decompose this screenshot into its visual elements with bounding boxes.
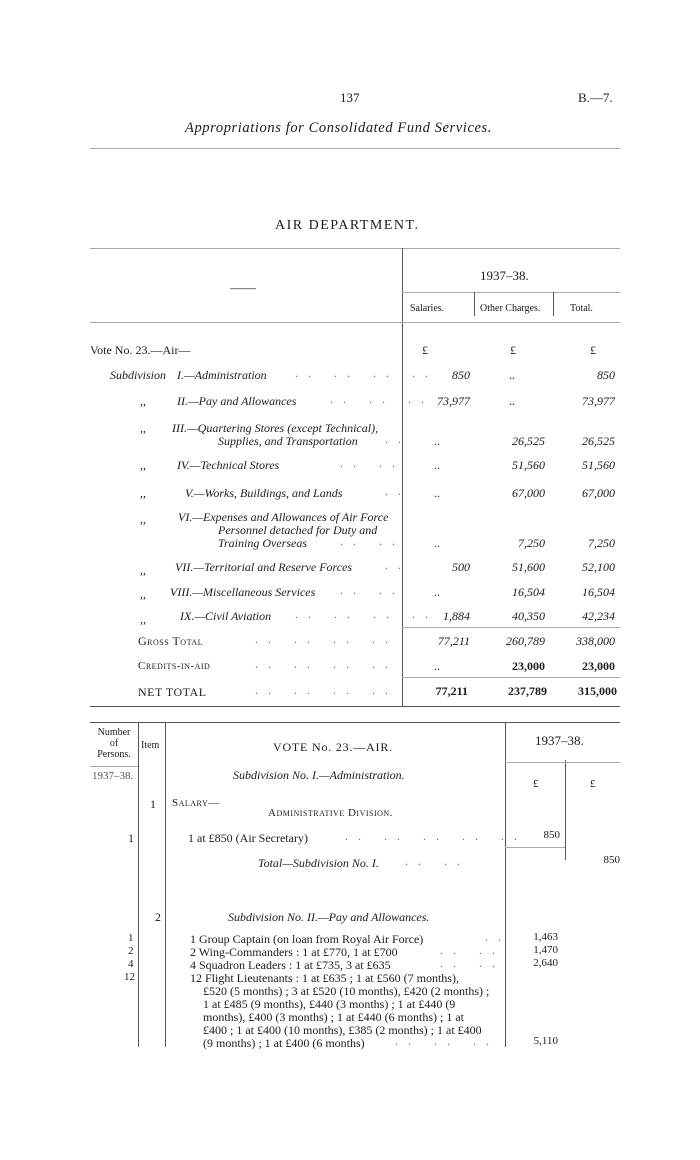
ditto-mark: ,,	[140, 563, 146, 577]
line-item-amount: 5,110	[533, 1035, 558, 1047]
column-head-number: Number	[97, 727, 131, 738]
summary-row-other: 7,250	[518, 536, 545, 550]
line-item-continuation: months), £400 (3 months) ; 1 at £440 (6 months) ; 1 at	[203, 1010, 464, 1024]
line-item-continuation: £400 ; 1 at £400 (10 months), £385 (2 months) ; 1 at £400	[203, 1023, 482, 1037]
leader-dots: ..	[385, 558, 411, 572]
ditto-mark: ,,	[140, 587, 146, 601]
summary-row-total: 42,234	[582, 609, 615, 623]
summary-row-salaries: ..	[434, 486, 440, 500]
currency-other: £	[510, 343, 516, 357]
ditto-mark: ,,	[140, 612, 146, 626]
net-total-other: 237,789	[508, 684, 547, 698]
subdivision-total-amount: 850	[603, 854, 620, 866]
leader-dots: .. .. .. ..	[295, 607, 438, 621]
net-total-total: 315,000	[578, 684, 617, 698]
summary-head-divider-1	[474, 292, 475, 316]
persons-count: 1	[128, 932, 134, 944]
page-number: 137	[340, 90, 360, 105]
leader-dots: .. .. .. ..	[255, 632, 398, 646]
leader-dots: .. ..	[340, 456, 405, 470]
summary-dash: ——	[230, 280, 256, 295]
persons-count: 2	[128, 945, 134, 957]
summary-row-label: II.—Pay and Allowances	[177, 394, 297, 408]
line-item-continuation: £520 (5 months) ; 3 at £520 (10 months), £420 (2 months) ;	[203, 984, 490, 998]
gross-total-salaries: 77,211	[437, 634, 470, 648]
summary-row-salaries: 500	[452, 560, 470, 574]
persons-year: 1937–38.	[92, 770, 134, 782]
summary-row-total: 26,525	[582, 434, 615, 448]
column-header-salaries: Salaries.	[410, 303, 445, 314]
summary-row-other: 51,600	[512, 560, 545, 574]
gross-total-label: Gross Total	[138, 634, 203, 648]
summary-row-total: 52,100	[582, 560, 615, 574]
gross-total-other: 260,789	[506, 634, 545, 648]
net-total-salaries: 77,211	[435, 684, 468, 698]
summary-year-rule	[402, 292, 620, 293]
estimate-top-rule	[90, 722, 620, 723]
summary-row-other: 51,560	[512, 458, 545, 472]
summary-row-other: 40,350	[512, 609, 545, 623]
line-item-amount: 1,470	[533, 944, 558, 956]
summary-row-total: 850	[597, 368, 615, 382]
leader-dots: .. ..	[440, 943, 505, 957]
summary-row-label: IX.—Civil Aviation	[180, 609, 272, 623]
summary-vote-label: Vote No. 23.—Air—	[90, 343, 191, 357]
leader-dots: .. .. .. ..	[295, 366, 438, 380]
persons-column-divider	[138, 722, 139, 1047]
ditto-mark: ,,	[140, 512, 146, 526]
leader-dots: .. .. .. ..	[255, 683, 398, 697]
credits-in-aid-total: 23,000	[582, 659, 615, 673]
ditto-mark: ,,	[140, 421, 146, 435]
credits-in-aid-label: Credits-in-aid	[138, 660, 211, 672]
leader-dots: .. .. ..	[395, 1034, 499, 1048]
ditto-mark: ,,	[140, 458, 146, 472]
summary-row-total: 73,977	[582, 394, 615, 408]
currency-total: £	[590, 343, 596, 357]
summary-row-label: V.—Works, Buildings, and Lands	[185, 486, 343, 500]
leader-dots: ..	[385, 484, 411, 498]
summary-row-salaries: ..	[434, 585, 440, 599]
leader-dots: ..	[485, 930, 511, 944]
line-item-amount: 1,463	[533, 931, 558, 943]
salary-line: 1 at £850 (Air Secretary)	[188, 831, 308, 845]
amount-column-divider	[505, 722, 506, 1047]
item-column-divider	[165, 722, 166, 1047]
currency-left: £	[533, 778, 539, 790]
line-item-continuation: 1 at £485 (9 months), £440 (3 months) ; 1 at £440 (9	[203, 997, 456, 1011]
summary-head-divider-2	[553, 292, 554, 316]
column-header-other-charges: Other Charges.	[480, 303, 541, 314]
summary-row-salaries: 1,884	[443, 609, 470, 623]
estimate-year: 1937–38.	[535, 733, 584, 748]
ditto-mark: ,,	[140, 394, 146, 408]
summary-row-label: VII.—Territorial and Reserve Forces	[175, 560, 353, 574]
vote-title: VOTE No. 23.—AIR.	[273, 740, 393, 754]
item-number: 2	[155, 910, 161, 924]
gross-total-total: 338,000	[576, 634, 615, 648]
summary-row-total: 16,504	[582, 585, 615, 599]
salary-amount: 850	[543, 829, 560, 841]
summary-row-other: 26,525	[512, 434, 545, 448]
credits-in-aid-salaries: ..	[434, 659, 440, 673]
header-rule	[90, 148, 620, 149]
running-title: Appropriations for Consolidated Fund Services.	[185, 120, 492, 136]
credits-in-aid-other: 23,000	[512, 659, 545, 673]
summary-row-label: IV.—Technical Stores	[177, 458, 280, 472]
summary-top-rule	[90, 248, 620, 249]
summary-row-other: ..	[509, 394, 515, 408]
line-item-text: 12 Flight Lieutenants : 1 at £635 ; 1 at £560 (7 months),	[190, 971, 459, 985]
column-head-of: of	[109, 738, 119, 749]
summary-row-label: VIII.—Miscellaneous Services	[170, 585, 316, 599]
summary-row-salaries: ..	[434, 536, 440, 550]
subdivision-prefix: Subdivision	[110, 368, 166, 382]
department-title: AIR DEPARTMENT.	[275, 218, 420, 233]
amount-head-rule	[505, 762, 620, 763]
summary-row-other: ..	[509, 368, 515, 382]
line-item-text: 2 Wing-Commanders : 1 at £770, 1 at £700	[190, 945, 398, 959]
net-rule	[402, 677, 620, 678]
summary-row-total: 67,000	[582, 486, 615, 500]
summary-row-salaries: 73,977	[437, 394, 470, 408]
net-total-label: NET TOTAL	[138, 685, 207, 699]
leader-dots: .. ..	[340, 534, 405, 548]
summary-row-label-cont: Supplies, and Transportation	[218, 434, 358, 448]
subtotal-rule	[402, 627, 620, 628]
summary-year: 1937–38.	[480, 268, 529, 283]
currency-salaries: £	[422, 343, 428, 357]
line-item-text: 4 Squadron Leaders : 1 at £735, 3 at £635	[190, 958, 391, 972]
summary-row-salaries: ..	[434, 434, 440, 448]
summary-row-label: III.—Quartering Stores (except Technical),	[172, 421, 379, 435]
persons-head-rule	[90, 766, 138, 767]
summary-row-label-cont: Personnel detached for Duty and	[218, 523, 378, 537]
line-item-continuation: (9 months) ; 1 at £400 (6 months)	[203, 1036, 365, 1050]
summary-column-divider	[402, 248, 403, 706]
leader-dots: .. ..	[340, 583, 405, 597]
ditto-mark: ,,	[140, 486, 146, 500]
summary-row-label-cont: Training Overseas	[218, 536, 308, 550]
leader-dots: .. .. .. ..	[255, 657, 398, 671]
summary-row-salaries: ..	[434, 458, 440, 472]
summary-row-label: VI.—Expenses and Allowances of Air Force	[178, 510, 389, 524]
persons-count: 4	[128, 958, 134, 970]
currency-right: £	[590, 778, 596, 790]
persons-count: 1	[128, 831, 134, 845]
column-header-total: Total.	[570, 303, 593, 314]
salary-label: Salary—	[172, 797, 220, 809]
summary-head-rule	[90, 322, 620, 323]
division-heading: Administrative Division.	[268, 807, 393, 819]
leader-dots: .. .. ..	[330, 392, 434, 406]
summary-row-total: 7,250	[588, 536, 615, 550]
summary-row-other: 16,504	[512, 585, 545, 599]
leader-dots: .. .. .. .. ..	[345, 829, 527, 843]
amount-subcolumn-divider	[565, 760, 566, 860]
document-reference: B.—7.	[578, 90, 613, 105]
subdivision-one-heading: Subdivision No. I.—Administration.	[233, 768, 405, 782]
persons-count: 12	[124, 971, 135, 983]
column-head-item: Item	[141, 740, 160, 751]
leader-dots: ..	[385, 432, 411, 446]
leader-dots: .. ..	[405, 854, 470, 868]
amount-rule	[505, 847, 565, 848]
leader-dots: .. ..	[440, 956, 505, 970]
line-item-text: 1 Group Captain (on loan from Royal Air Force)	[190, 932, 424, 946]
column-head-persons: Persons.	[97, 749, 131, 760]
item-number: 1	[150, 797, 156, 811]
summary-row-label: I.—Administration	[177, 368, 267, 382]
summary-bottom-rule	[90, 706, 620, 707]
summary-row-other: 67,000	[512, 486, 545, 500]
summary-row-salaries: 850	[452, 368, 470, 382]
summary-row-total: 51,560	[582, 458, 615, 472]
line-item-amount: 2,640	[533, 957, 558, 969]
subdivision-total-label: Total—Subdivision No. I.	[258, 856, 379, 870]
subdivision-two-heading: Subdivision No. II.—Pay and Allowances.	[228, 910, 430, 924]
